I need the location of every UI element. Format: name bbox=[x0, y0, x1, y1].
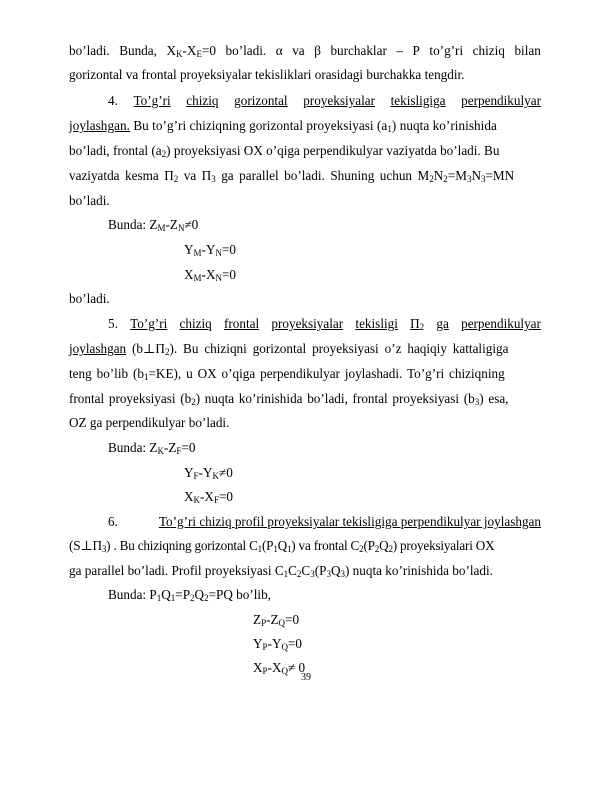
item4-heading-line bbox=[69, 93, 541, 109]
para1-line2: gorizontal va frontal proyeksiyalar tekisliklari orasidagi burchakka tengdir. bbox=[69, 67, 465, 82]
page-number: 39 bbox=[301, 672, 311, 683]
item6-line2: $(S\perp\Pi_3)$ . Bu chiziqning gorizontal $C_1(P_1Q_1)$ va frontal $C_2(P_2Q_2)$ proyeksiyalari OX bbox=[69, 538, 495, 554]
beta-symbol: β bbox=[314, 43, 321, 58]
word: bo’ladi. bbox=[69, 43, 110, 58]
word: chiziq bbox=[186, 93, 219, 108]
item5-line2: joylashgan $(b\perp\Pi_2)$. Bu chiziqni gorizontal proyeksiyasi o’z haqiqiy kattaligiga bbox=[69, 341, 509, 357]
item5-number: 5. bbox=[108, 316, 118, 331]
item4-line5: bo’ladi. bbox=[69, 193, 110, 208]
item4-line4: vaziyatda kesma $\Pi_2$ va $\Pi_3$ ga parallel bo’ladi. Shuning uchun $M_2N_2=M_3N_3=MN$ bbox=[69, 168, 515, 184]
item5-eq2: $Y_F-Y_K\ne 0$ bbox=[184, 465, 233, 481]
item4-after: bo’ladi. bbox=[69, 291, 110, 306]
item5-bunda: Bunda: $Z_K-Z_F=0$ bbox=[108, 440, 196, 456]
word: tekisligi bbox=[355, 316, 398, 331]
word: proyeksiyalar bbox=[271, 316, 344, 331]
word: perpendikulyar bbox=[461, 93, 541, 108]
item4-bunda: Bunda: $Z_M-Z_N\ne 0$ bbox=[108, 217, 199, 233]
word: bo’ladi. bbox=[225, 43, 267, 58]
item6-heading-line bbox=[108, 514, 541, 530]
item4-eq2: $Y_M-Y_N=0$ bbox=[184, 242, 236, 258]
item5-heading-line bbox=[69, 316, 541, 332]
word: Bunda, bbox=[119, 43, 157, 58]
word: burchaklar bbox=[330, 43, 387, 58]
word: frontal bbox=[224, 316, 260, 331]
word: va bbox=[292, 43, 305, 58]
para1-line1 bbox=[69, 43, 541, 59]
item5-line4: frontal proyeksiyasi $(b_2)$ nuqta ko’rinishida bo’ladi, frontal proyeksiyasi $(b_3)$ esa, bbox=[69, 391, 509, 407]
item4-eq3: $X_M-X_N=0$ bbox=[184, 267, 236, 283]
expr-xk-xe: $X_K-X_E=0$ bbox=[166, 43, 216, 59]
item6-number: 6. bbox=[108, 514, 118, 529]
item4-number: 4. bbox=[108, 93, 118, 108]
alpha-symbol: α bbox=[275, 43, 283, 58]
item6-bunda: Bunda: $P_1Q_1=P_2Q_2=PQ$ bo’lib, bbox=[108, 587, 271, 603]
word: bilan bbox=[514, 43, 541, 58]
word: P bbox=[412, 43, 420, 58]
pi2-symbol: $\Pi_2$ bbox=[410, 316, 425, 332]
item6-line3: ga parallel bo’ladi. Profil proyeksiyasi $C_1C_2C_3(P_3Q_3)$ nuqta ko’rinishida bo’ladi. bbox=[69, 563, 493, 579]
word: to’g’ri bbox=[429, 43, 464, 58]
word: To’g’ri bbox=[130, 316, 168, 331]
item6-heading: To’g’ri chiziq profil proyeksiyalar tekisligiga perpendikulyar joylashgan bbox=[158, 514, 541, 529]
item6-eq3: $X_P-X_Q\ne 0$ bbox=[253, 660, 306, 676]
item6-eq2: $Y_P-Y_Q=0$ bbox=[253, 636, 302, 652]
item5-eq3: $X_K-X_F=0$ bbox=[184, 489, 233, 505]
item4-line2: joylashgan. Bu to’g’ri chiziqning gorizontal proyeksiyasi $(a_1)$ nuqta ko’rinishida bbox=[69, 118, 497, 134]
word: To’g’ri bbox=[133, 93, 171, 108]
item5-line5: OZ ga perpendikulyar bo’ladi. bbox=[69, 415, 230, 430]
word: ga bbox=[436, 316, 449, 331]
item6-eq1: $Z_P-Z_Q=0$ bbox=[253, 612, 300, 628]
word: chiziq bbox=[179, 316, 212, 331]
word: perpendikulyar bbox=[461, 316, 541, 331]
item5-line3: teng bo’lib $(b_1=KE)$, u OX o’qiga perpendikulyar joylashadi. To’g’ri chiziqning bbox=[69, 366, 505, 382]
word: proyeksiyalar bbox=[303, 93, 375, 108]
word: tekisligiga bbox=[390, 93, 446, 108]
word: – bbox=[396, 43, 403, 58]
word: gorizontal bbox=[234, 93, 288, 108]
item4-line3: bo’ladi, frontal $(a_2)$ proyeksiyasi OX o’qiga perpendikulyar vaziyatda bo’ladi. Bu bbox=[69, 143, 500, 159]
word: chiziq bbox=[472, 43, 505, 58]
